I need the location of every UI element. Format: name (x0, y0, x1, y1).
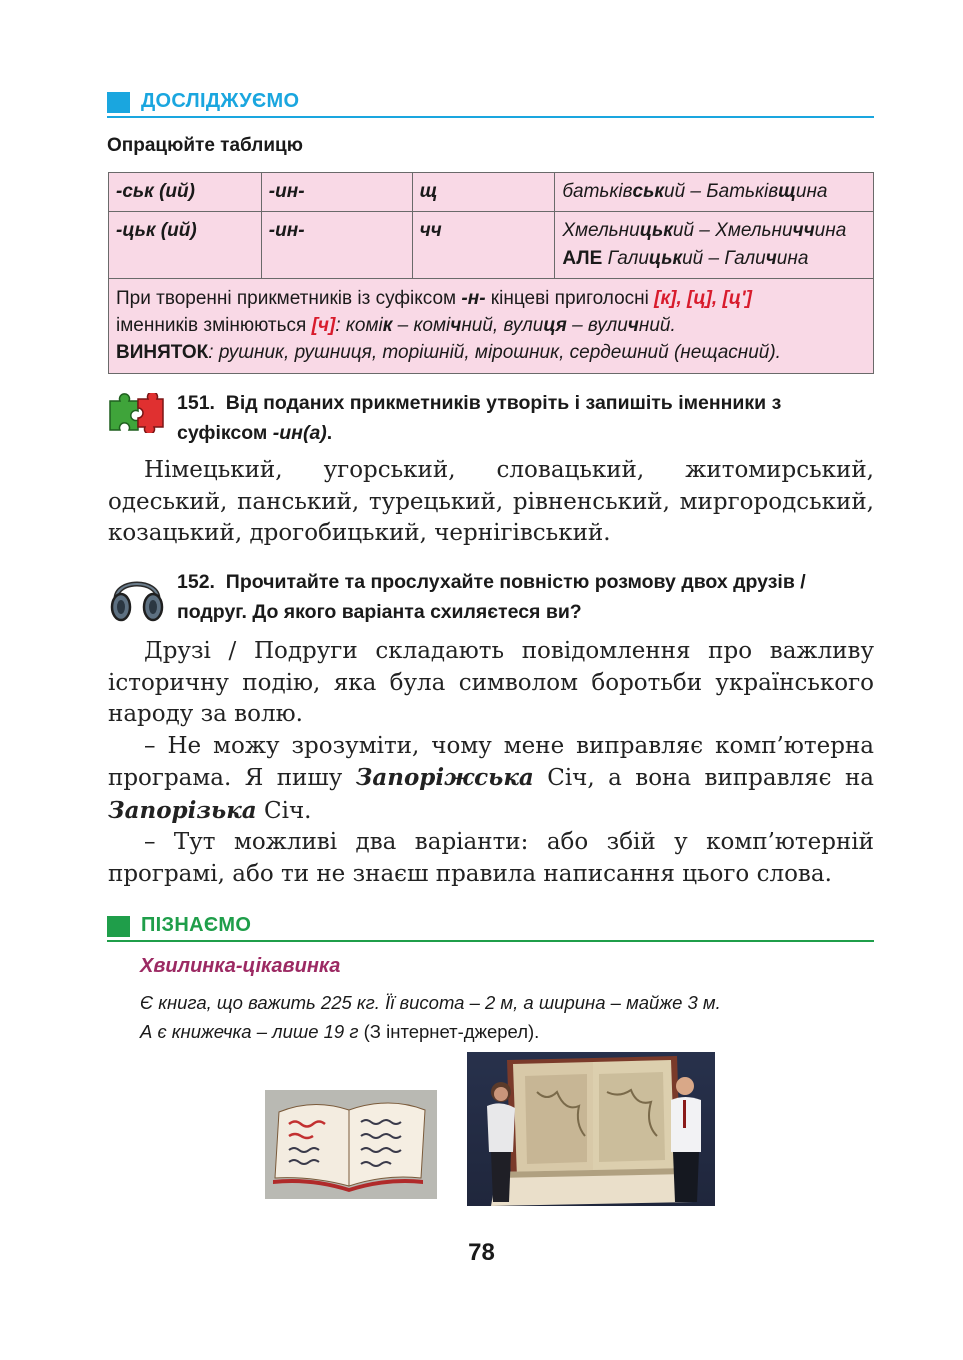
table-cell: щ (412, 173, 555, 212)
text: Січ. (256, 797, 312, 824)
highlight: ч (450, 315, 462, 336)
text: : комі (335, 315, 383, 336)
giant-book-photo (467, 1052, 715, 1206)
section-marker (107, 92, 130, 113)
section-title: ПІЗНАЄМО (141, 914, 252, 936)
table-cell: -цьк (ий) (109, 212, 262, 279)
table-cell: чч (412, 212, 555, 279)
emphasis: Запорізька (108, 796, 257, 824)
sounds: [ч] (311, 315, 336, 336)
emphasis: Запоріжська (355, 764, 534, 791)
suffix: -н- (461, 288, 486, 309)
text: : рушник, рушниця, торішній, мірошник, сердешний (нещасний). (208, 342, 781, 363)
table-cell: -ськ (ий) (109, 173, 262, 212)
highlight: ч (765, 248, 777, 269)
text: – комі (392, 315, 451, 336)
table-row (109, 212, 874, 279)
text: – Не можу зрозуміти, чому мене виправляє комп’ютерна програма. Я пишу (108, 732, 874, 791)
tip-line: А є книжечка – лише 19 г (140, 1021, 359, 1042)
page-number: 78 (468, 1239, 495, 1266)
paragraph (108, 731, 874, 828)
section-divider (107, 116, 874, 118)
table-cell: -ин- (261, 212, 412, 279)
exercise-number: 151. (177, 392, 215, 414)
exercise-text: Прочитайте та прослухайте повністю розмову двох друзів / подруг. До якого варіанта схиляєтеся ви? (177, 571, 806, 623)
exercise-151-body (108, 455, 874, 550)
text: . (326, 422, 333, 444)
tip-line: Є книга, що важить 225 кг. Її висота – 2 м, а ширина – майже 3 м. (140, 992, 721, 1013)
rules-table (108, 172, 874, 374)
section-header-learn (107, 912, 874, 942)
highlight: щ (778, 181, 796, 202)
highlight: чч (792, 220, 815, 241)
text: ина (776, 248, 809, 269)
highlight: к (382, 315, 393, 336)
text: ина (795, 181, 828, 202)
text: – вули (566, 315, 628, 336)
text: ний, вули (461, 315, 544, 336)
text: Хмельни (562, 220, 640, 241)
highlight: ч (627, 315, 639, 336)
exercise-152-body (108, 636, 874, 890)
table-row (109, 173, 874, 212)
text: ий – Хмельни (672, 220, 793, 241)
word-list: Німецький, угорський, словацький, житомирський, одеський, панський, турецький, рівненський, миргородський, козацький, дрогобицький, чернігівський. (108, 457, 874, 546)
sounds: [к], [ц], [ц'] (654, 288, 752, 309)
section-header-explore (107, 88, 874, 118)
headphones-icon (108, 567, 166, 623)
section-title: ДОСЛІДЖУЄМО (141, 90, 300, 112)
text: При творенні прикметників із суфіксом (116, 288, 462, 309)
text: ний. (638, 315, 676, 336)
text: іменників змінюються (116, 315, 312, 336)
exercise-text: Від поданих прикметників утворіть і запишіть іменники з суфіксом (177, 392, 782, 444)
text: Гали (602, 248, 649, 269)
text: ина (814, 220, 847, 241)
highlight: цьк (648, 248, 683, 269)
tip-title: Хвилинка-цікавинка (140, 955, 341, 977)
highlight: ця (543, 315, 567, 336)
table-cell (555, 173, 874, 212)
small-book-photo (265, 1090, 437, 1199)
suffix: -ин(а) (272, 422, 327, 444)
rule-note (109, 279, 874, 374)
section-divider (107, 940, 874, 942)
highlight: цьк (639, 220, 673, 241)
table-cell: -ин- (261, 173, 412, 212)
tip-text (140, 988, 721, 1046)
text: кінцеві приголосні (485, 288, 655, 309)
text: ий – Гали (682, 248, 766, 269)
source-note: (З інтернет-джерел). (358, 1021, 540, 1042)
text: батьків (562, 181, 633, 202)
paragraph: Друзі / Подруги складають повідомлення про важливу історичну подію, яка була символом боротьби українського народу за волю. (108, 638, 874, 727)
table-cell (555, 212, 874, 279)
section-marker (107, 916, 130, 937)
text: Січ, а вона виправляє на (533, 765, 874, 791)
exercise-152-task (177, 567, 874, 627)
ale-label: АЛЕ (562, 248, 603, 269)
paragraph: – Тут можливі два варіанти: або збій у комп’ютерній програмі, або ти не знаєш правила написання цього слова. (108, 829, 874, 887)
text: ий – Батьків (664, 181, 779, 202)
exception-label: ВИНЯТОК (116, 342, 209, 363)
puzzle-icon (107, 393, 165, 433)
table-row (109, 279, 874, 374)
table-title: Опрацюйте таблицю (107, 135, 303, 156)
exercise-number: 152. (177, 571, 215, 593)
highlight: ськ (632, 181, 664, 202)
exercise-151-task (177, 388, 874, 448)
